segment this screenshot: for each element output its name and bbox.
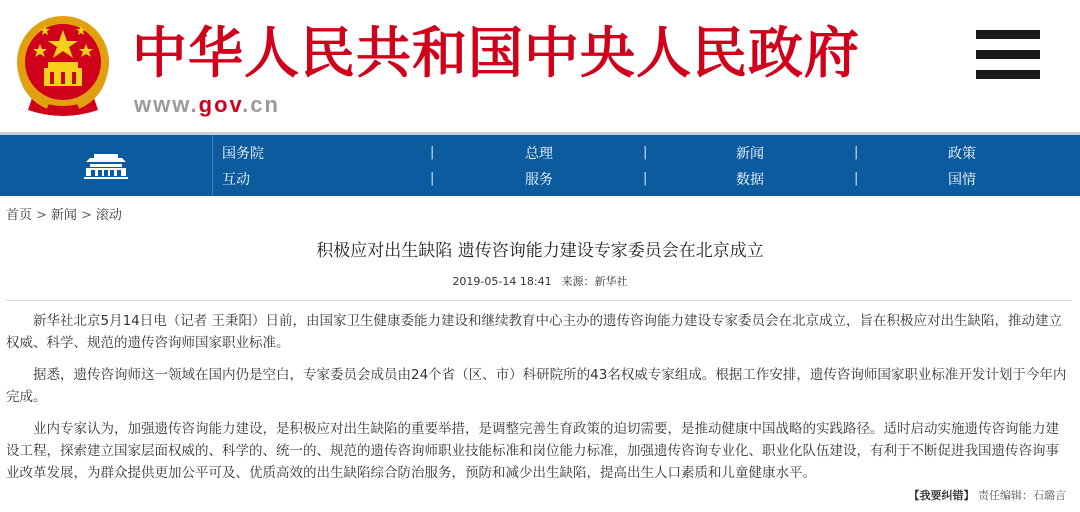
article-body <box>6 310 1070 494</box>
editor-label: 责任编辑： <box>978 489 1033 502</box>
nav-separator: | <box>643 171 648 186</box>
nav-item-news[interactable]: 新闻 <box>736 146 764 162</box>
nav-item-data[interactable]: 数据 <box>736 172 764 188</box>
site-title[interactable]: 中华人民共和国中央人民政府 <box>132 21 861 85</box>
article-source: 新华社 <box>594 275 628 288</box>
article-meta <box>0 273 1080 289</box>
article-paragraph: 业内专家认为，加强遗传咨询能力建设，是积极应对出生缺陷的重要举措，是调整完善生育政策的迫切需要，是推动健康中国战略的实践路径。适时启动实施遗传咨询能力建设工程，探索建立国家层面权威的、科学的、统一的、规范的遗传咨询师职业技能标准和岗位能力标准，加强遗传咨询专业化、职业化队伍建设，有利于不断促进我国遗传咨询事业改革发展，为群众提供更加公平可及、优质高效的出生缺陷综合防治服务，预防和减少出生缺陷，提高出生人口素质和儿童健康水平。 <box>6 421 1059 481</box>
nav-item-state-council[interactable]: 国务院 <box>222 146 264 162</box>
gate-building-icon[interactable] <box>84 152 128 180</box>
nav-item-policy[interactable]: 政策 <box>948 146 976 162</box>
breadcrumb <box>6 204 122 223</box>
breadcrumb-scroll[interactable]: 滚动 <box>95 208 122 223</box>
nav-separator: | <box>643 145 648 160</box>
nav-item-national-info[interactable]: 国情 <box>948 172 976 188</box>
nav-item-services[interactable]: 服务 <box>525 172 553 188</box>
source-label: 来源： <box>561 275 595 288</box>
site-header <box>0 0 1080 132</box>
url-gov: gov <box>198 92 243 117</box>
nav-separator: | <box>430 171 435 186</box>
nav-item-premier[interactable]: 总理 <box>525 146 553 162</box>
editor-name: 石璐言 <box>1033 489 1066 502</box>
site-url[interactable] <box>134 92 280 118</box>
breadcrumb-home[interactable]: 首页 <box>6 208 33 223</box>
breadcrumb-arrow: > <box>36 208 47 223</box>
url-suffix: .cn <box>242 92 280 117</box>
article-title: 积极应对出生缺陷 遗传咨询能力建设专家委员会在北京成立 <box>316 241 764 261</box>
url-prefix: www. <box>134 92 199 117</box>
report-error-link[interactable]: 【我要纠错】 <box>908 489 975 502</box>
article-datetime: 2019-05-14 18:41 <box>452 275 552 288</box>
breadcrumb-news[interactable]: 新闻 <box>50 208 77 223</box>
article-paragraph: 新华社北京5月14日电（记者 王秉阳）日前，由国家卫生健康委能力建设和继续教育中心主办的遗传咨询能力建设专家委员会在北京成立，旨在积极应对出生缺陷，推动建立权威、科学、规范的遗传咨询师国家职业标准。 <box>6 313 1063 351</box>
hamburger-menu-icon[interactable] <box>976 30 1040 84</box>
nav-separator: | <box>854 145 859 160</box>
nav-item-interaction[interactable]: 互动 <box>222 172 250 188</box>
nav-separator: | <box>430 145 435 160</box>
main-nav <box>0 132 1080 196</box>
breadcrumb-arrow: > <box>80 208 92 223</box>
nav-divider <box>212 135 213 196</box>
divider <box>6 300 1072 301</box>
article-paragraph: 据悉，遗传咨询师这一领域在国内仍是空白，专家委员会成员由24个省（区、市）科研院所的43名权威专家组成。根据工作安排，遗传咨询师国家职业标准开发计划于今年内完成。 <box>6 367 1067 405</box>
article-footer <box>909 487 1067 503</box>
nav-separator: | <box>854 171 859 186</box>
national-emblem-icon[interactable] <box>12 10 114 118</box>
